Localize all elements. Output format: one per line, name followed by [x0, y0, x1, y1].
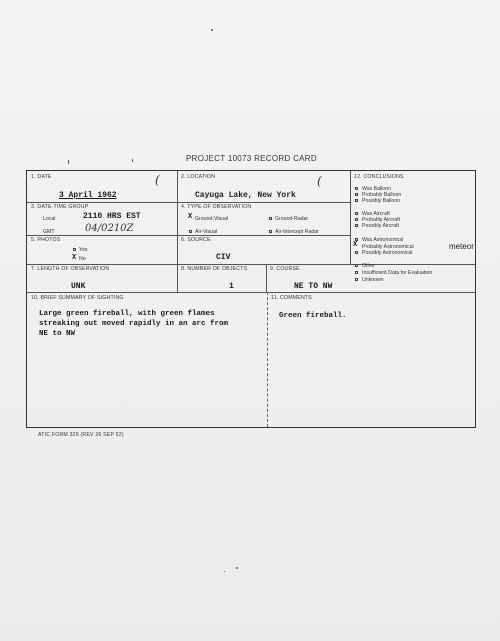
source-label: 6. SOURCE [181, 237, 211, 243]
conclusion-possibly-balloon: Possibly Balloon [362, 198, 401, 204]
scan-speck [224, 571, 225, 572]
date-value: 3 April 1962 [59, 191, 117, 200]
scan-speck [211, 29, 213, 31]
rule [27, 292, 475, 293]
option-air-visual: Air-Visual [195, 229, 218, 235]
source-value: CIV [216, 253, 231, 262]
conclusion-other: Other [362, 263, 375, 269]
photos-no-check: X [72, 254, 77, 262]
conclusions-label: 12. CONCLUSIONS [354, 174, 404, 180]
rule [350, 171, 351, 264]
card-title: PROJECT 10073 RECORD CARD [186, 154, 317, 163]
checkbox [355, 199, 358, 202]
checkbox [73, 248, 76, 251]
option-ground-visual: Ground-Visual [195, 216, 229, 222]
scan-mark: ( [317, 174, 322, 188]
rule [177, 171, 178, 292]
gmt-label: GMT [43, 229, 55, 235]
comments-value: Green fireball. [279, 312, 347, 320]
probably-astronomical-check: X [353, 241, 358, 249]
checkbox [189, 230, 192, 233]
location-label: 2. LOCATION [181, 174, 216, 180]
observation-type-label: 4. TYPE OF OBSERVATION [181, 204, 252, 210]
form-number: ATIC FORM 329 (REV 26 SEP 52) [38, 432, 124, 438]
checkbox [355, 251, 358, 254]
number-of-objects-label: 8. NUMBER OF OBJECTS [181, 266, 248, 272]
conclusion-probably-balloon: Probably Balloon [362, 192, 402, 198]
rule [27, 202, 350, 203]
location-value: Cayuga Lake, New York [195, 191, 296, 200]
rule [266, 264, 267, 292]
conclusion-insufficient-data: Insufficient Data for Evaluation [362, 270, 433, 276]
date-label: 1. DATE [31, 174, 52, 180]
rule [267, 292, 268, 427]
conclusion-was-astronomical: Was Astronomical [362, 237, 404, 243]
checkbox [355, 224, 358, 227]
ground-visual-check: X [188, 213, 193, 221]
rule [27, 235, 350, 236]
course-label: 9. COURSE [270, 266, 300, 272]
summary-line: streaking out moved rapidly in an arc from [39, 320, 229, 328]
option-air-intercept-radar: Air-Intercept Radar [275, 229, 319, 235]
photos-no-label: No [79, 256, 86, 262]
summary-line: Large green fireball, with green flames [39, 310, 215, 318]
photos-yes-label: Yes [79, 247, 88, 253]
rule [27, 264, 475, 265]
photos-label: 5. PHOTOS [31, 237, 61, 243]
handwritten-meteor-note: meteor [449, 242, 474, 251]
summary-label: 10. BRIEF SUMMARY OF SIGHTING [31, 295, 124, 301]
checkbox [355, 218, 358, 221]
checkbox [355, 193, 358, 196]
summary-line: NE to NW [39, 330, 76, 338]
checkbox [355, 278, 358, 281]
local-time-value: 2110 HRS EST [83, 212, 141, 221]
conclusion-was-balloon: Was Balloon [362, 186, 391, 192]
conclusion-probably-astronomical: Probably Astronomical [362, 244, 414, 250]
record-card [26, 170, 476, 428]
comments-label: 11. COMMENTS [271, 295, 312, 301]
local-time-label: Local [43, 216, 56, 222]
checkbox [269, 230, 272, 233]
option-ground-radar: Ground-Radar [275, 216, 309, 222]
length-label: 7. LENGTH OF OBSERVATION [31, 266, 110, 272]
checkbox [355, 212, 358, 215]
conclusion-was-aircraft: Was Aircraft [362, 211, 390, 217]
conclusion-possibly-aircraft: Possibly Aircraft [362, 223, 399, 229]
scan-mark: ( [155, 173, 160, 187]
number-of-objects-value: 1 [229, 282, 234, 291]
conclusion-probably-aircraft: Probably Aircraft [362, 217, 401, 223]
gmt-value: 04/0210Z [85, 223, 134, 234]
scan-speck [236, 567, 238, 569]
scan-speck [132, 159, 133, 162]
checkbox [355, 187, 358, 190]
date-time-group-label: 3. DATE-TIME GROUP [31, 204, 89, 210]
checkbox [269, 217, 272, 220]
course-value: NE TO NW [294, 282, 333, 291]
length-value: UNK [71, 282, 86, 291]
scan-speck [68, 160, 69, 164]
checkbox [355, 271, 358, 274]
checkbox [355, 264, 358, 267]
conclusion-possibly-astronomical: Possibly Astronomical [362, 250, 413, 256]
conclusion-unknown: Unknown [362, 277, 384, 283]
